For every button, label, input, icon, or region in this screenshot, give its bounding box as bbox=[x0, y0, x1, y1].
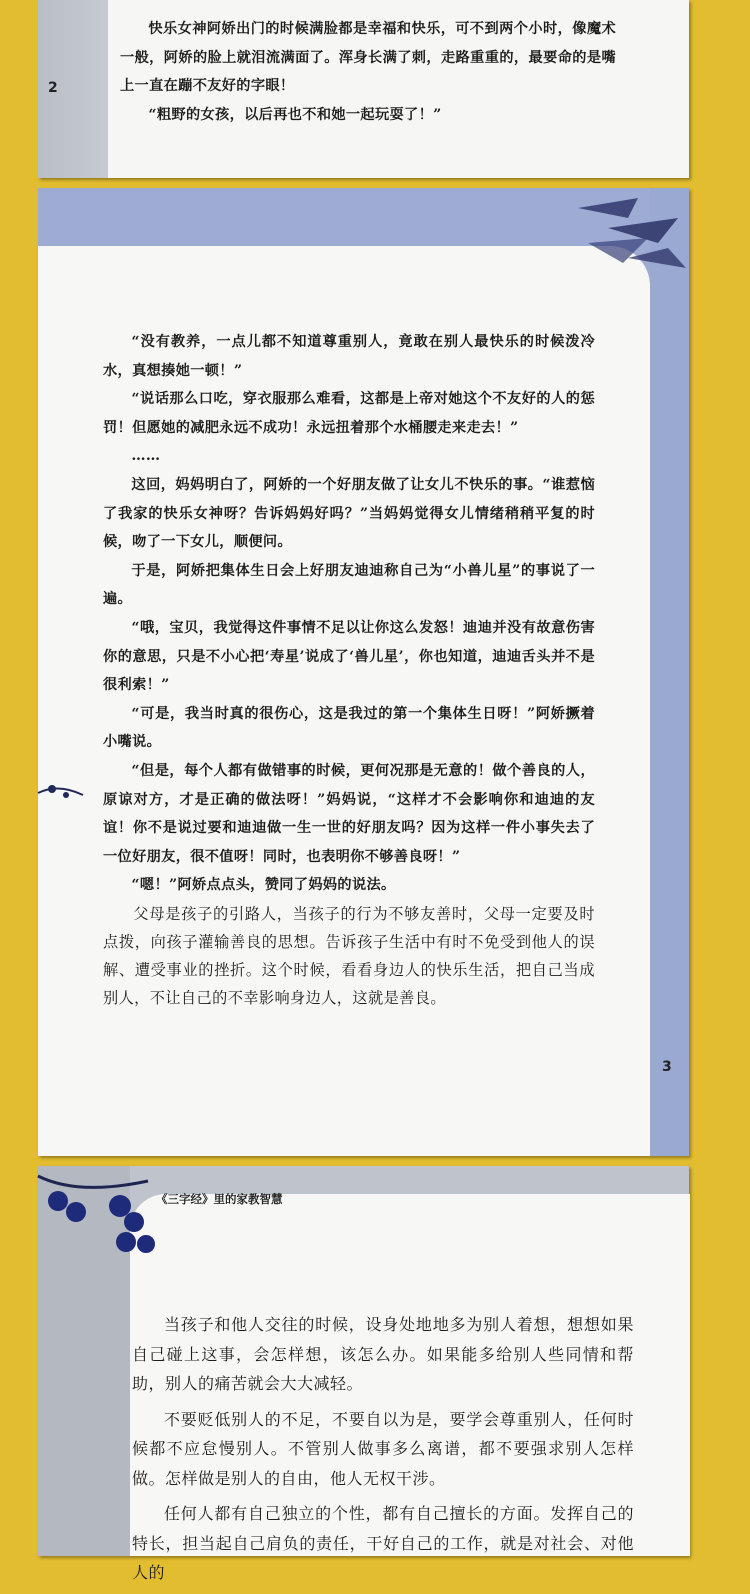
paragraph: 这回，妈妈明白了，阿娇的一个好朋友做了让女儿不快乐的事。“谁惹恼了我家的快乐女神呀？告诉妈妈好吗？”当妈妈觉得女儿情绪稍稍平复的时候，吻了一下女儿，顺便问。 bbox=[103, 476, 595, 551]
paragraph: “嗯！”阿娇点点头，赞同了妈妈的说法。 bbox=[131, 877, 396, 894]
paragraph: 父母是孩子的引路人，当孩子的行为不够友善时，父母一定要及时点拨，向孩子灌输善良的思想。告诉孩子生活中有时不免受到他人的误解、遭受事业的挫折。这个时候，看看身边人的快乐生活，把自己当成别人，不让自己的不幸影响身边人，这就是善良。 bbox=[103, 904, 595, 1007]
paragraph: …… bbox=[131, 448, 161, 465]
page-3-body bbox=[103, 328, 595, 1012]
page-number: 3 bbox=[662, 1059, 672, 1075]
decorative-strip bbox=[650, 188, 689, 1156]
paragraph: “粗野的女孩，以后再也不和她一起玩耍了！” bbox=[148, 106, 442, 123]
paragraph: “哦，宝贝，我觉得这件事情不足以让你这么发怒！迪迪并没有故意伤害你的意思，只是不小心把‘寿星’说成了‘兽儿星’，你也知道，迪迪舌头并不是很利索！” bbox=[103, 619, 595, 694]
paragraph: “但是，每个人都有做错事的时候，更何况那是无意的！做个善良的人，原谅对方，才是正确的做法呀！”妈妈说，“这样才不会影响你和迪迪的友谊！你不是说过要和迪迪做一生一世的好朋友吗？因为这样一件小事失去了一位好朋友，很不值呀！同时，也表明你不够善良呀！” bbox=[103, 762, 595, 865]
book-page-2 bbox=[38, 0, 689, 178]
paragraph: “可是，我当时真的很伤心，这是我过的第一个集体生日呀！”阿娇撅着小嘴说。 bbox=[103, 705, 595, 751]
berry-branch-icon bbox=[38, 1166, 168, 1276]
paragraph: 任何人都有自己独立的个性，都有自己擅长的方面。发挥自己的特长，担当起自己肩负的责任，干好自己的工作，就是对社会、对他人的 bbox=[132, 1504, 634, 1582]
paragraph: “说话那么口吃，穿衣服那么难看，这都是上帝对她这个不友好的人的惩罚！但愿她的减肥永远不成功！永远扭着那个水桶腰走来走去！” bbox=[103, 391, 595, 436]
book-page-4 bbox=[38, 1166, 689, 1582]
paragraph: 快乐女神阿娇出门的时候满脸都是幸福和快乐，可不到两个小时，像魔术一般，阿娇的脸上就泪流满面了。浑身长满了刺，走路重重的，最要命的是嘴上一直在蹦不友好的字眼！ bbox=[120, 21, 616, 95]
bamboo-leaves-icon bbox=[568, 188, 689, 298]
page-number: 2 bbox=[48, 80, 58, 96]
page-2-body bbox=[120, 15, 616, 129]
flower-branch-icon bbox=[38, 773, 86, 813]
page-4-body bbox=[132, 1310, 634, 1594]
paragraph: 当孩子和他人交往的时候，设身处地地多为别人着想，想想如果自己碰上这事，会怎样想，该怎么办。如果能多给别人些同情和帮助，别人的痛苦就会大大减轻。 bbox=[132, 1315, 634, 1393]
book-page-3 bbox=[38, 188, 689, 1156]
paragraph: 于是，阿娇把集体生日会上好朋友迪迪称自己为“小兽儿星”的事说了一遍。 bbox=[103, 562, 595, 608]
paragraph: 不要贬低别人的不足，不要自以为是，要学会尊重别人，任何时候都不应怠慢别人。不管别人做事多么离谱，都不要强求别人怎样做。怎样做是别人的自由，他人无权干涉。 bbox=[132, 1409, 634, 1488]
running-head: 《三字经》里的家教智慧 bbox=[156, 1192, 283, 1206]
paragraph: “没有教养，一点儿都不知道尊重别人，竟敢在别人最快乐的时候泼冷水，真想揍她一顿！” bbox=[103, 334, 595, 379]
